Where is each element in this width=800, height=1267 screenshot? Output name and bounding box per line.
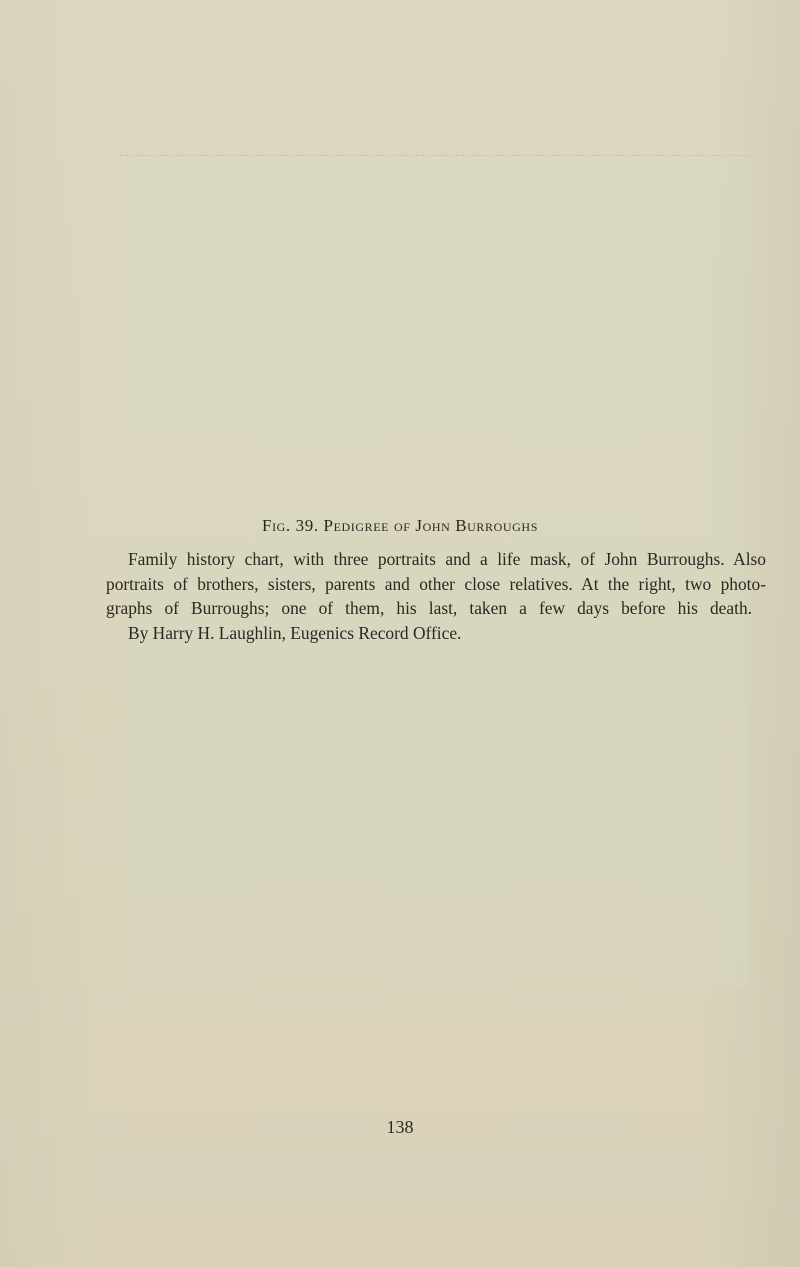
caption-line: portraits of brothers, sisters, parents and other close relatives. At the right, two photo- <box>106 573 766 594</box>
figure-caption <box>106 547 766 645</box>
page-number: 138 <box>386 1117 414 1137</box>
figure-title: Fig. 39. Pedigree of John Burroughs <box>262 516 538 535</box>
caption-line: graphs of Burroughs; one of them, his last, taken a few days before his death. <box>106 598 752 618</box>
caption-line: By Harry H. Laughlin, Eugenics Record Office. <box>128 622 462 643</box>
caption-line: Family history chart, with three portraits and a life mask, of John Burroughs. Also <box>128 549 766 569</box>
